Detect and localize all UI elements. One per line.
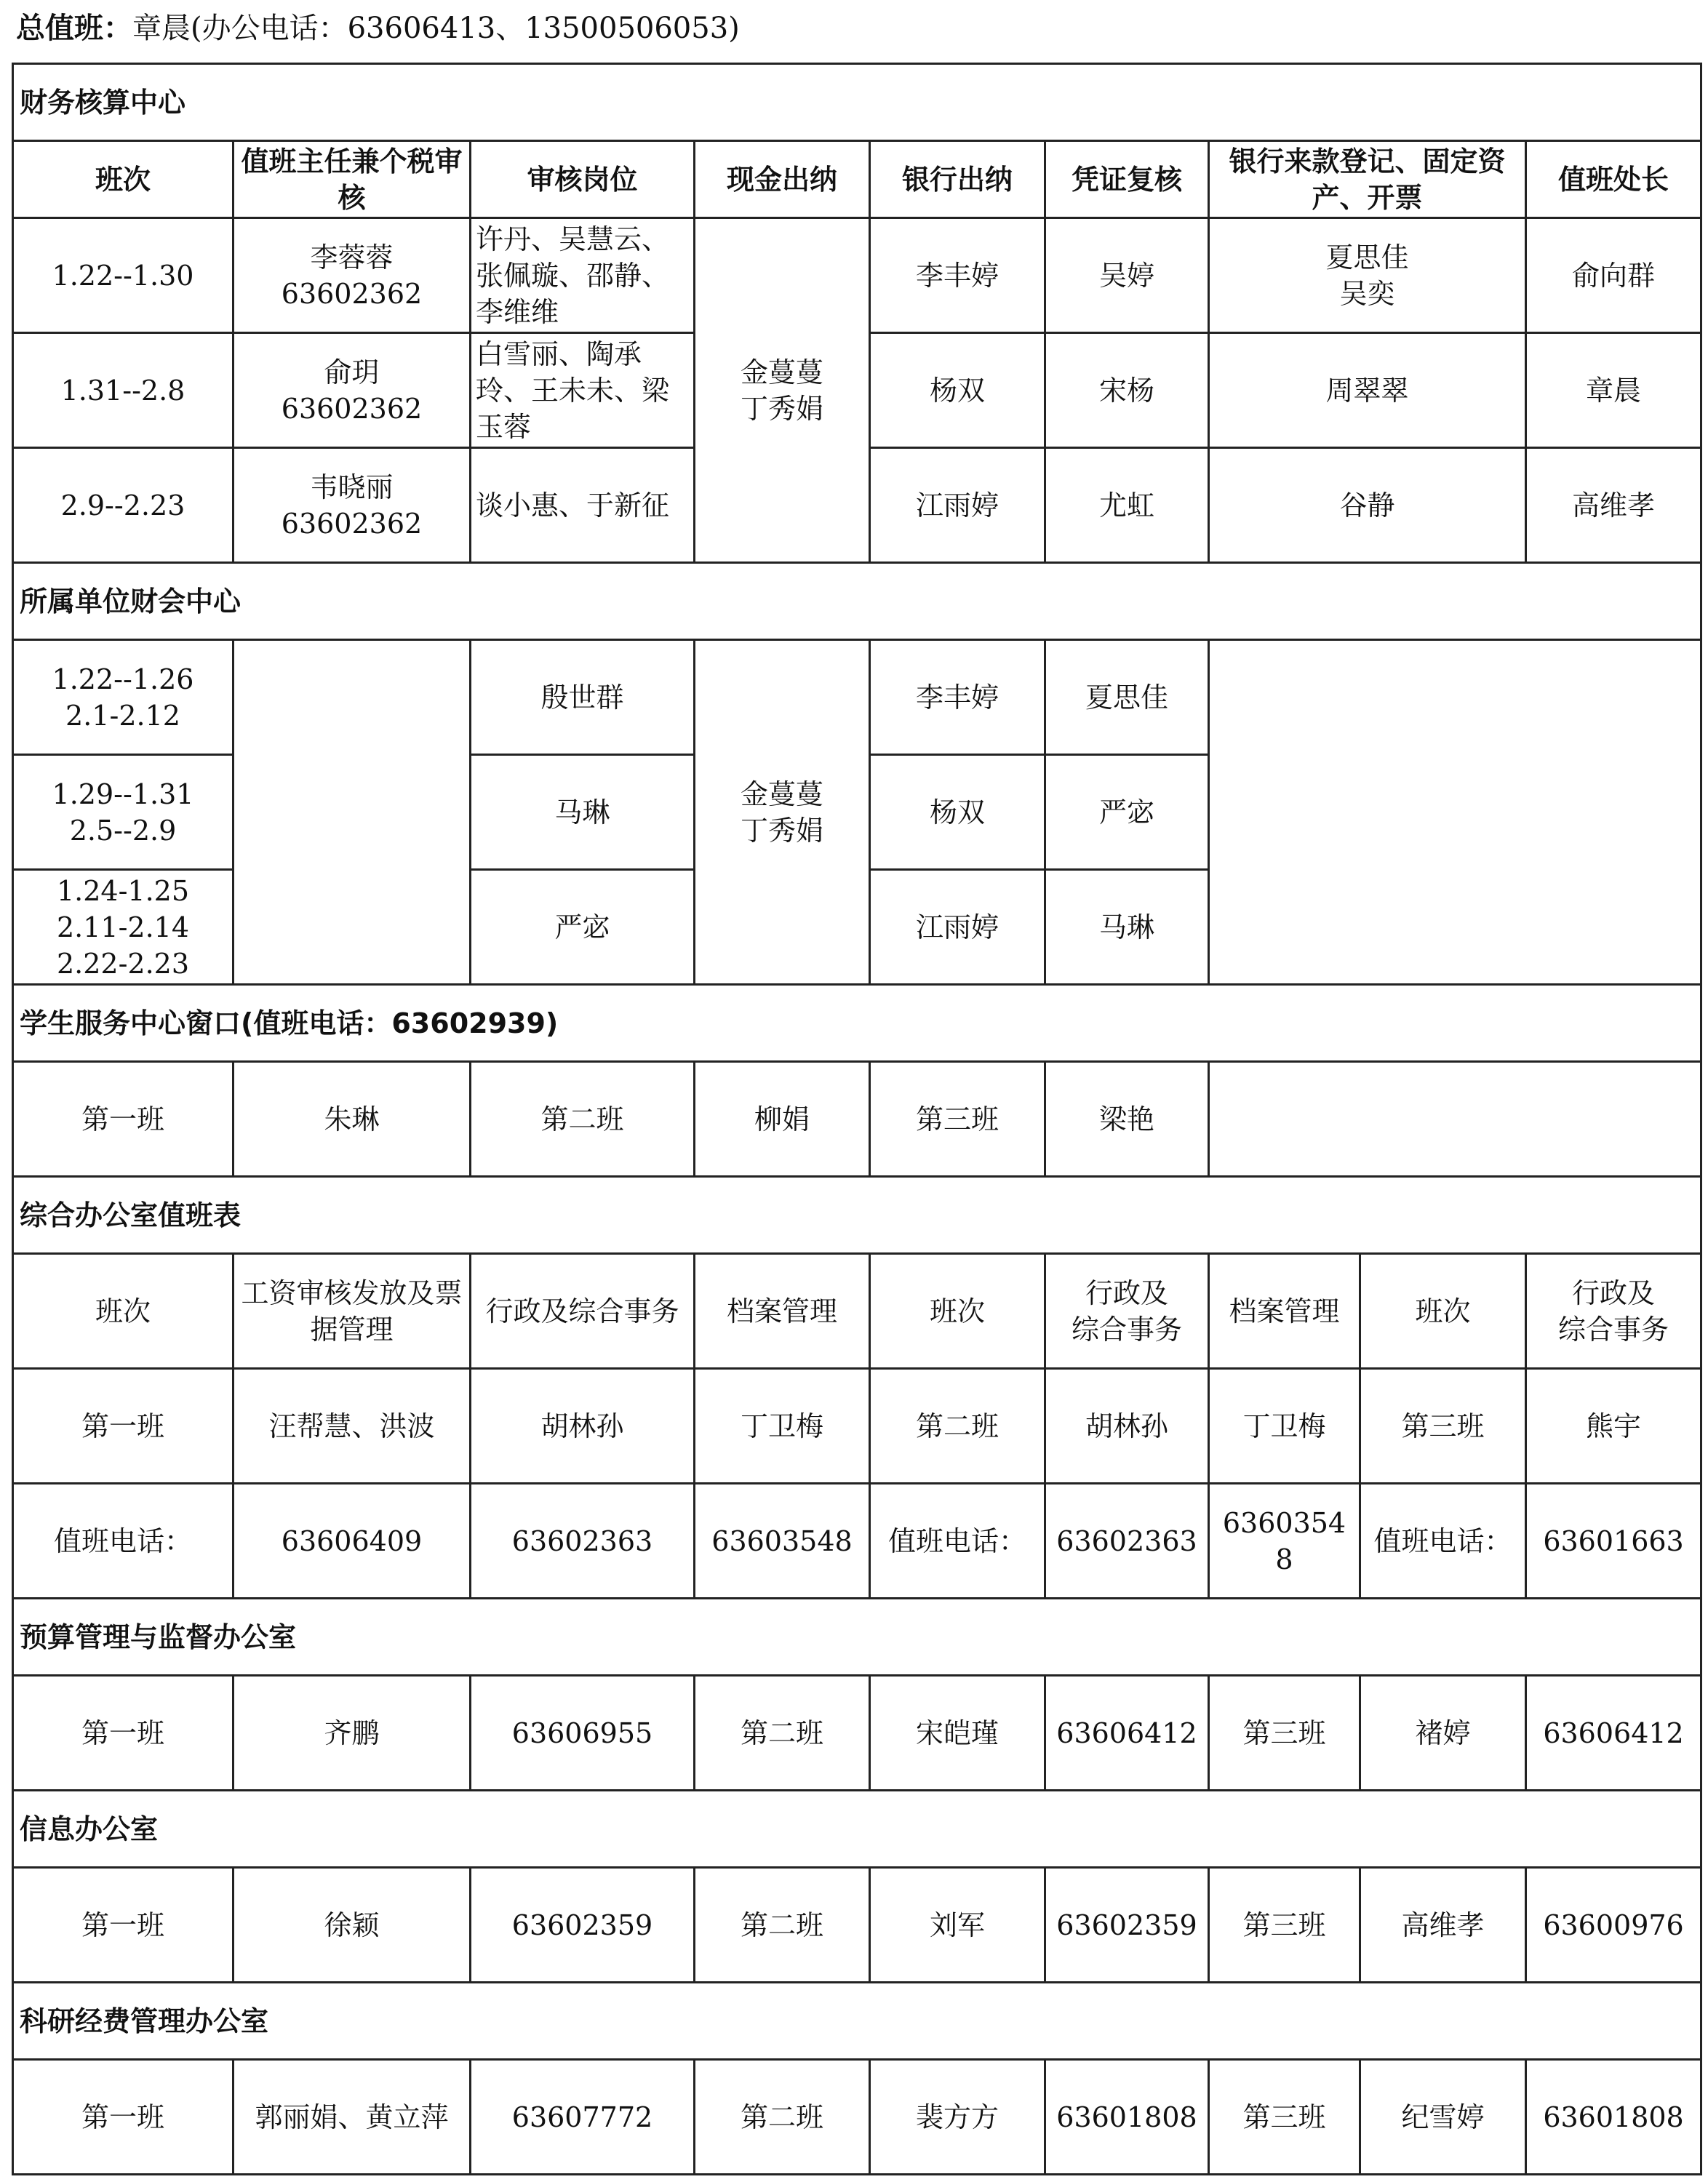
cell: 第一班 — [13, 1868, 234, 1983]
cell: 63600976 — [1526, 1868, 1701, 1983]
audit-cell: 许丹、吴慧云、张佩璇、邵静、李维维 — [471, 218, 695, 333]
bank-cashier-cell: 江雨婷 — [870, 870, 1045, 985]
cashier-cell: 金蔓蔓 丁秀娟 — [695, 218, 870, 563]
header-cell: 班次 — [13, 141, 234, 218]
head-cell: 高维孝 — [1526, 448, 1701, 563]
table-row — [13, 1868, 1701, 1983]
audit-cell: 马琳 — [471, 755, 695, 870]
shift-cell: 第二班 — [471, 1062, 695, 1177]
header-cell: 现金出纳 — [695, 141, 870, 218]
cell: 第三班 — [1360, 1369, 1526, 1484]
chief-duty-label: 总值班： — [16, 12, 132, 45]
shift-cell: 1.29--1.31 2.5--2.9 — [13, 755, 234, 870]
section-title: 综合办公室值班表 — [13, 1177, 1701, 1254]
voucher-cell: 尤虹 — [1045, 448, 1209, 563]
director-cell: 李蓉蓉 63602362 — [234, 218, 471, 333]
table-row — [13, 218, 1701, 333]
header-cell: 档案管理 — [695, 1254, 870, 1369]
director-cell: 俞玥 63602362 — [234, 333, 471, 448]
header-cell: 银行来款登记、固定资产、开票 — [1209, 141, 1526, 218]
cell: 63603548 — [695, 1484, 870, 1599]
cell: 63602363 — [1045, 1484, 1209, 1599]
header-cell: 值班处长 — [1526, 141, 1701, 218]
office-header-row — [13, 1254, 1701, 1369]
empty-cell — [1209, 1062, 1701, 1177]
voucher-cell: 马琳 — [1045, 870, 1209, 985]
director-cell: 韦晓丽 63602362 — [234, 448, 471, 563]
cell: 宋皑瑾 — [870, 1676, 1045, 1791]
person-cell: 梁艳 — [1045, 1062, 1209, 1177]
header-cell: 审核岗位 — [471, 141, 695, 218]
cell: 63603548 — [1209, 1484, 1360, 1599]
cell: 63606955 — [471, 1676, 695, 1791]
cell: 63601808 — [1045, 2060, 1209, 2175]
audit-cell: 谈小惠、于新征 — [471, 448, 695, 563]
section-title: 信息办公室 — [13, 1791, 1701, 1868]
header-cell: 行政及 综合事务 — [1526, 1254, 1701, 1369]
shift-cell: 第三班 — [870, 1062, 1045, 1177]
cell: 63606412 — [1526, 1676, 1701, 1791]
cell: 第三班 — [1209, 2060, 1360, 2175]
shift-cell: 第一班 — [13, 1062, 234, 1177]
audit-cell: 严宓 — [471, 870, 695, 985]
register-cell: 夏思佳 吴奕 — [1209, 218, 1526, 333]
empty-cell — [234, 640, 471, 985]
cell: 胡林孙 — [471, 1369, 695, 1484]
section-title: 科研经费管理办公室 — [13, 1983, 1701, 2060]
header-cell: 班次 — [870, 1254, 1045, 1369]
shift-cell: 1.22--1.30 — [13, 218, 234, 333]
cell: 63601808 — [1526, 2060, 1701, 2175]
voucher-cell: 夏思佳 — [1045, 640, 1209, 755]
register-cell: 周翠翠 — [1209, 333, 1526, 448]
header-cell: 银行出纳 — [870, 141, 1045, 218]
cell: 值班电话： — [13, 1484, 234, 1599]
table-row — [13, 2060, 1701, 2175]
cell: 第一班 — [13, 1369, 234, 1484]
cell: 齐鹏 — [234, 1676, 471, 1791]
voucher-cell: 严宓 — [1045, 755, 1209, 870]
section-info — [13, 1791, 1701, 1868]
cell: 63606412 — [1045, 1676, 1209, 1791]
cell: 63602359 — [471, 1868, 695, 1983]
cell: 褚婷 — [1360, 1676, 1526, 1791]
cell: 裴方方 — [870, 2060, 1045, 2175]
table-row — [13, 1484, 1701, 1599]
table-row — [13, 640, 1701, 755]
section-title: 学生服务中心窗口(值班电话：63602939) — [13, 985, 1701, 1062]
section-budget — [13, 1599, 1701, 1676]
cell: 汪帮慧、洪波 — [234, 1369, 471, 1484]
cell: 第二班 — [870, 1369, 1045, 1484]
section-title: 财务核算中心 — [13, 64, 1701, 141]
cell: 丁卫梅 — [695, 1369, 870, 1484]
section-title: 预算管理与监督办公室 — [13, 1599, 1701, 1676]
cell: 第一班 — [13, 1676, 234, 1791]
section-research — [13, 1983, 1701, 2060]
duty-roster-table — [12, 63, 1702, 2175]
cell: 第三班 — [1209, 1868, 1360, 1983]
cell: 第一班 — [13, 2060, 234, 2175]
bank-cashier-cell: 江雨婷 — [870, 448, 1045, 563]
header-cell: 班次 — [13, 1254, 234, 1369]
shift-cell: 1.24-1.25 2.11-2.14 2.22-2.23 — [13, 870, 234, 985]
cell: 63601663 — [1526, 1484, 1701, 1599]
table-row — [13, 1676, 1701, 1791]
section-office — [13, 1177, 1701, 1254]
header-cell: 档案管理 — [1209, 1254, 1360, 1369]
section-title: 所属单位财会中心 — [13, 563, 1701, 640]
person-cell: 柳娟 — [695, 1062, 870, 1177]
cell: 徐颖 — [234, 1868, 471, 1983]
cell: 第二班 — [695, 2060, 870, 2175]
table-row — [13, 1062, 1701, 1177]
cell: 第三班 — [1209, 1676, 1360, 1791]
cell: 63602359 — [1045, 1868, 1209, 1983]
header-cell: 工资审核发放及票据管理 — [234, 1254, 471, 1369]
section-affiliated — [13, 563, 1701, 640]
cell: 第二班 — [695, 1868, 870, 1983]
person-cell: 朱琳 — [234, 1062, 471, 1177]
cell: 纪雪婷 — [1360, 2060, 1526, 2175]
register-cell: 谷静 — [1209, 448, 1526, 563]
cell: 郭丽娟、黄立萍 — [234, 2060, 471, 2175]
shift-cell: 1.22--1.26 2.1-2.12 — [13, 640, 234, 755]
cell: 值班电话： — [870, 1484, 1045, 1599]
cell: 高维孝 — [1360, 1868, 1526, 1983]
voucher-cell: 宋杨 — [1045, 333, 1209, 448]
audit-cell: 白雪丽、陶承玲、王未未、梁玉蓉 — [471, 333, 695, 448]
header-cell: 凭证复核 — [1045, 141, 1209, 218]
bank-cashier-cell: 李丰婷 — [870, 218, 1045, 333]
header-cell: 行政及综合事务 — [471, 1254, 695, 1369]
head-cell: 章晨 — [1526, 333, 1701, 448]
audit-cell: 殷世群 — [471, 640, 695, 755]
cell: 值班电话： — [1360, 1484, 1526, 1599]
chief-duty-value: 章晨(办公电话：63606413、13500506053) — [132, 12, 740, 45]
bank-cashier-cell: 杨双 — [870, 755, 1045, 870]
chief-duty-line — [16, 6, 740, 51]
shift-cell: 1.31--2.8 — [13, 333, 234, 448]
cell: 刘军 — [870, 1868, 1045, 1983]
empty-cell — [1209, 640, 1701, 985]
head-cell: 俞向群 — [1526, 218, 1701, 333]
header-cell: 值班主任兼个税审核 — [234, 141, 471, 218]
voucher-cell: 吴婷 — [1045, 218, 1209, 333]
cell: 第二班 — [695, 1676, 870, 1791]
cell: 63602363 — [471, 1484, 695, 1599]
section-student — [13, 985, 1701, 1062]
table-row — [13, 1369, 1701, 1484]
cell: 胡林孙 — [1045, 1369, 1209, 1484]
cell: 熊宇 — [1526, 1369, 1701, 1484]
shift-cell: 2.9--2.23 — [13, 448, 234, 563]
header-cell: 班次 — [1360, 1254, 1526, 1369]
cell: 63607772 — [471, 2060, 695, 2175]
cashier-cell: 金蔓蔓 丁秀娟 — [695, 640, 870, 985]
header-cell: 行政及 综合事务 — [1045, 1254, 1209, 1369]
finance-header-row — [13, 141, 1701, 218]
bank-cashier-cell: 李丰婷 — [870, 640, 1045, 755]
cell: 63606409 — [234, 1484, 471, 1599]
cell: 丁卫梅 — [1209, 1369, 1360, 1484]
section-finance — [13, 64, 1701, 141]
bank-cashier-cell: 杨双 — [870, 333, 1045, 448]
